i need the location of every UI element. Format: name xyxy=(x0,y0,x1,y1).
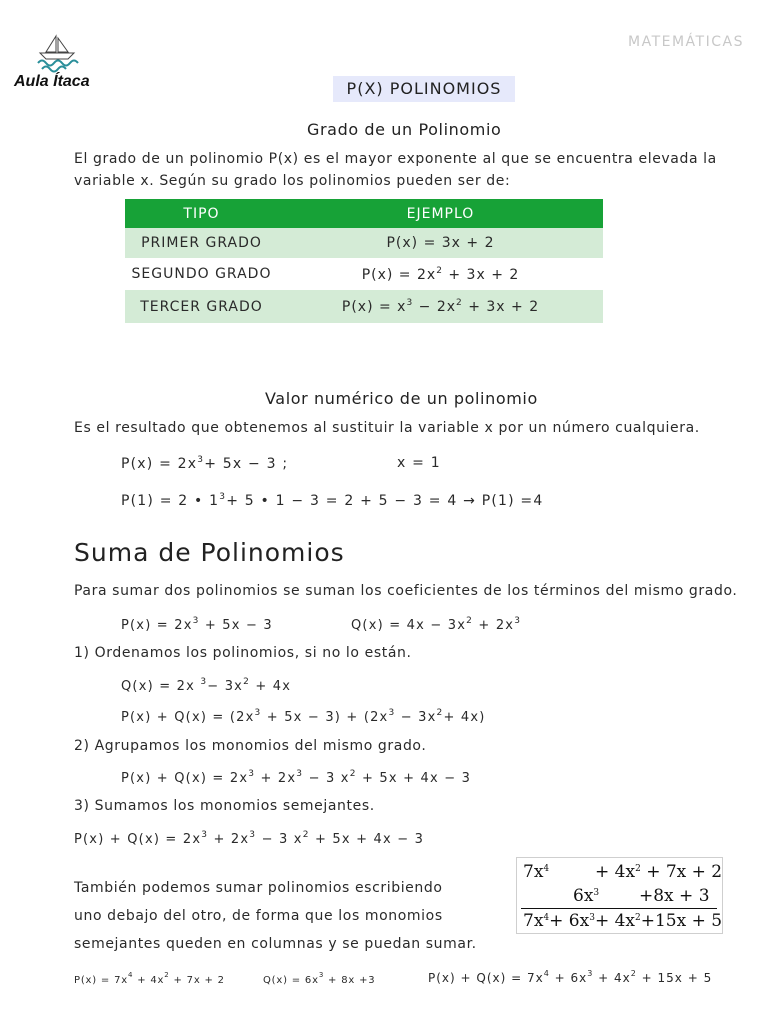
table-header-tipo: TIPO xyxy=(125,199,278,228)
suma-step2-eq xyxy=(121,769,471,786)
suma-p xyxy=(121,616,273,633)
valor-eq1-x: x = 1 xyxy=(397,455,441,471)
vertical-row-1 xyxy=(523,862,549,882)
expr-part: 7x xyxy=(523,862,544,882)
tambien-line3: semejantes queden en columnas y se puedan sumar. xyxy=(74,936,477,952)
suma-step2: 2) Agrupamos los monomios del mismo grado. xyxy=(74,738,427,754)
tambien-line1: También podemos sumar polinomios escribiendo xyxy=(74,880,443,896)
exponent: 3 xyxy=(248,769,256,779)
expr-part: + 7x + 2 xyxy=(646,862,723,882)
exponent: 4 xyxy=(543,969,550,978)
vertical-sum-box xyxy=(516,857,723,934)
expr-part: P(x) = 2x xyxy=(121,618,193,633)
suma-heading: Suma de Polinomios xyxy=(74,538,345,567)
suma-step3-eq xyxy=(74,830,424,847)
expr-part: P(x) = x xyxy=(341,299,407,315)
exponent: 2 xyxy=(466,616,474,626)
exponent: 3 xyxy=(406,298,414,308)
expr-part: + 4x xyxy=(595,862,636,882)
valor-intro: Es el resultado que obtenemos al sustituir la variable x por un número cualquiera. xyxy=(74,420,700,436)
expr-part: P(1) = 2 • 1 xyxy=(121,493,220,509)
expr-part: − 3 x xyxy=(256,832,303,847)
exponent: 3 xyxy=(200,677,208,687)
bottom-p xyxy=(74,971,225,986)
expr-part: + 5x − 3 ; xyxy=(204,456,289,472)
exponent: 2 xyxy=(436,265,443,276)
table-cell-ejemplo xyxy=(278,290,603,323)
expr-part: P(x) + Q(x) = 2x xyxy=(121,771,249,786)
grado-intro-line2: variable x. Según su grado los polinomios pueden ser de: xyxy=(74,173,511,189)
exponent: 3 xyxy=(296,769,304,779)
exponent: 3 xyxy=(219,492,227,502)
expr-part: Q(x) = 6x xyxy=(263,975,319,986)
vertical-row-2 xyxy=(573,886,599,906)
expr-part: P(x) = 2x xyxy=(121,456,198,472)
tambien-line2: uno debajo del otro, de forma que los monomios xyxy=(74,908,443,924)
suma-intro: Para sumar dos polinomios se suman los coeficientes de los términos del mismo grado. xyxy=(74,583,738,599)
exponent: 2 xyxy=(302,830,310,840)
grado-table xyxy=(125,199,603,323)
exponent: 3 xyxy=(589,913,595,923)
table-header-row xyxy=(125,199,603,228)
expr-part: + 6x xyxy=(549,911,590,931)
exponent: 3 xyxy=(514,616,522,626)
expr-part: + 8x +3 xyxy=(324,975,376,986)
table-cell-tipo: PRIMER GRADO xyxy=(125,228,278,258)
table-header-ejemplo: EJEMPLO xyxy=(278,199,603,228)
table-cell-ejemplo xyxy=(278,258,603,290)
suma-step3: 3) Sumamos los monomios semejantes. xyxy=(74,798,375,814)
valor-eq2 xyxy=(121,492,543,509)
valor-eq1 xyxy=(121,455,288,472)
exponent: 2 xyxy=(349,769,357,779)
subject-label: MATEMÁTICAS xyxy=(628,34,744,50)
expr-part: + 4x) xyxy=(443,710,486,725)
exponent: 3 xyxy=(318,971,325,979)
page-title: P(X) POLINOMIOS xyxy=(333,76,515,102)
expr-part: + 5x + 4x − 3 xyxy=(309,832,425,847)
exponent: 3 xyxy=(587,969,594,978)
expr-part: P(x) + Q(x) = 7x xyxy=(428,971,544,985)
table-cell-tipo: TERCER GRADO xyxy=(125,290,278,323)
expr-part: + 5 • 1 − 3 = 2 + 5 − 3 = 4 → P(1) =4 xyxy=(226,493,544,509)
exponent: 4 xyxy=(127,971,134,979)
table-cell-ejemplo: P(x) = 3x + 2 xyxy=(278,228,603,258)
suma-q xyxy=(351,616,521,633)
expr-part: + 4x xyxy=(594,911,635,931)
suma-step1-sum xyxy=(121,708,486,725)
grado-intro-line1: El grado de un polinomio P(x) es el mayor exponente al que se encuentra elevada la xyxy=(74,151,717,167)
expr-part: + 2x xyxy=(255,771,297,786)
exponent: 3 xyxy=(388,708,396,718)
exponent: 3 xyxy=(192,616,200,626)
grado-heading: Grado de un Polinomio xyxy=(307,120,502,139)
expr-part: + 2x xyxy=(473,618,515,633)
exponent: 2 xyxy=(456,298,463,308)
expr-part: − 3x xyxy=(395,710,437,725)
exponent: 3 xyxy=(197,455,205,465)
vertical-row-result xyxy=(523,911,722,931)
logo-text: Aula Ítaca xyxy=(14,73,90,90)
exponent: 2 xyxy=(164,971,170,979)
expr-part: P(x) + Q(x) = 2x xyxy=(74,832,202,847)
exponent: 2 xyxy=(635,913,641,923)
bottom-q xyxy=(263,971,375,986)
exponent: 2 xyxy=(436,708,444,718)
expr-part: +15x + 5 xyxy=(640,911,723,931)
table-cell-tipo: SEGUNDO GRADO xyxy=(125,258,278,290)
expr-part: + 7x + 2 xyxy=(169,975,225,986)
expr-part: 6x xyxy=(573,886,594,906)
table-row xyxy=(125,290,603,323)
vertical-row-2-rest: +8x + 3 xyxy=(639,886,710,906)
exponent: 2 xyxy=(630,969,637,978)
expr-part: P(x) = 7x xyxy=(74,975,128,986)
expr-part: + 3x + 2 xyxy=(442,266,520,283)
exponent: 4 xyxy=(543,864,550,874)
expr-part: − 3x xyxy=(207,679,244,694)
boat-logo-icon xyxy=(34,32,82,74)
sum-rule xyxy=(521,908,717,909)
table-row xyxy=(125,258,603,290)
expr-part: + 3x + 2 xyxy=(462,299,540,315)
expr-part: Q(x) = 2x xyxy=(121,679,201,694)
expr-part: + 6x xyxy=(549,971,588,985)
expr-part: + 5x − 3) + (2x xyxy=(261,710,389,725)
bottom-result xyxy=(428,969,712,985)
expr-part: + 5x − 3 xyxy=(199,618,273,633)
expr-part: 7x xyxy=(523,911,544,931)
expr-part: + 4x xyxy=(250,679,292,694)
exponent: 2 xyxy=(243,677,250,687)
expr-part: + 5x + 4x − 3 xyxy=(356,771,472,786)
suma-step1: 1) Ordenamos los polinomios, si no lo están. xyxy=(74,645,412,661)
expr-part: + 4x xyxy=(133,975,165,986)
exponent: 3 xyxy=(201,830,209,840)
expr-part: − 3 x xyxy=(303,771,350,786)
exponent: 3 xyxy=(593,888,600,898)
expr-part: Q(x) = 4x − 3x xyxy=(351,618,467,633)
expr-part: + 15x + 5 xyxy=(636,971,713,985)
exponent: 3 xyxy=(249,830,257,840)
exponent: 3 xyxy=(254,708,262,718)
expr-part: + 2x xyxy=(208,832,250,847)
exponent: 2 xyxy=(635,864,641,874)
exponent: 4 xyxy=(543,913,550,923)
expr-part: P(x) + Q(x) = (2x xyxy=(121,710,255,725)
expr-part: + 4x xyxy=(593,971,631,985)
suma-step1-q xyxy=(121,677,291,694)
vertical-row-1-rest xyxy=(595,862,722,882)
table-row xyxy=(125,228,603,258)
expr-part: − 2x xyxy=(413,299,457,315)
expr-part: P(x) = 2x xyxy=(361,266,437,283)
valor-heading: Valor numérico de un polinomio xyxy=(265,389,538,408)
